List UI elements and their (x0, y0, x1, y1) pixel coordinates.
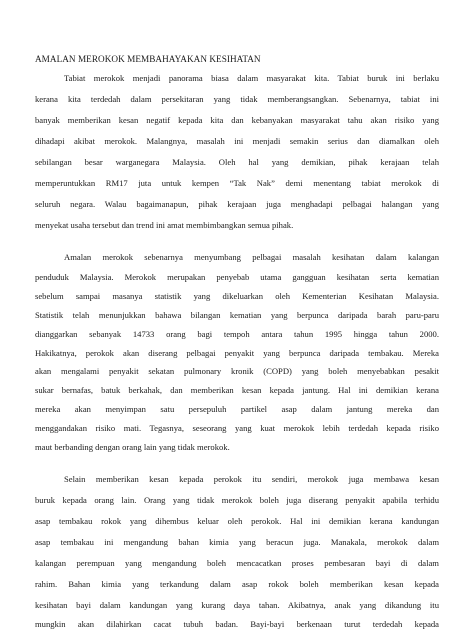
paragraph-2-line-8: sukar bernafas, batuk berkahak, dan memberikan kesan kepada jantung. Hal ini demikian kerana (35, 386, 439, 395)
paragraph-3-line-4: asap tembakau ini mengandung bahan kimia yang beracun juga. Manakala, merokok dalam (35, 538, 439, 547)
paragraph-2-line-4: Statistik telah menunjukkan bahawa bilangan kematian yang berpunca daripada barah paru-paru (35, 311, 439, 320)
paragraph-3-line-8: mungkin akan dilahirkan cacat tubuh badan. Bayi-bayi berkenaan turut terdedah kepada (35, 620, 439, 629)
paragraph-2-line-1: Amalan merokok sebenarnya menyumbang pelbagai masalah kesihatan dalam kalangan (64, 253, 439, 262)
paragraph-1-line-6: memperuntukkan RM17 juta untuk kempen “Tak Nak” demi menentang tabiat merokok di (35, 179, 439, 188)
paragraph-3-line-6: rahim. Bahan kimia yang terkandung dalam asap rokok boleh memberikan kesan kepada (35, 580, 439, 589)
paragraph-2-line-11: maut berbanding dengan orang lain yang tidak merokok. (35, 442, 230, 452)
paragraph-3-line-3: asap tembakau rokok yang dihembus keluar oleh perokok. Hal ini demikian kerana kandungan (35, 517, 439, 526)
paragraph-3-line-5: kalangan perempuan yang mengandung boleh mencacatkan proses pembesaran bayi di dalam (35, 559, 439, 568)
paragraph-1-line-3: banyak memberikan kesan negatif kepada kita dan kebanyakan masyarakat tahu akan risiko yang (35, 116, 439, 125)
paragraph-2-line-6: Hakikatnya, perokok akan diserang pelbagai penyakit yang berpunca daripada tembakau. Mereka (35, 349, 439, 358)
paragraph-1-line-7: seluruh negara. Walau bagaimanapun, pihak kerajaan juga menghadapi pelbagai halangan yang (35, 200, 439, 209)
paragraph-2-line-5: dianggarkan sebanyak 14733 orang bagi tempoh antara tahun 1995 hingga tahun 2000. (35, 330, 439, 339)
paragraph-2-line-2: penduduk Malaysia. Merokok merupakan penyebab utama gangguan kesihatan serta kematian (35, 273, 439, 282)
paragraph-2-line-10: menggandakan risiko mati. Tegasnya, seseorang yang kuat merokok lebih terdedah kepada risiko (35, 424, 439, 433)
paragraph-2-line-7: akan mengalami penyakit sekatan pulmonary kronik (COPD) yang boleh menyebabkan pesakit (35, 367, 439, 376)
paragraph-3-line-2: buruk kepada orang lain. Orang yang tidak merokok boleh juga diserang penyakit apabila terhidu (35, 496, 439, 505)
paragraph-1-line-4: dihadapi akibat merokok. Malangnya, masalah ini menjadi semakin serius dan diamalkan oleh (35, 137, 439, 146)
paragraph-2-line-9: mereka akan menyimpan satu persepuluh partikel asap dalam jantung mereka dan (35, 405, 439, 414)
paragraph-3-line-1: Selain memberikan kesan kepada perokok itu sendiri, merokok juga membawa kesan (64, 475, 439, 484)
paragraph-1-line-8: menyekat usaha tersebut dan trend ini amat membimbangkan semua pihak. (35, 220, 294, 230)
paragraph-2-line-3: sebelum sampai masanya statistik yang dikeluarkan oleh Kementerian Kesihatan Malaysia. (35, 292, 439, 301)
paragraph-1-line-1: Tabiat merokok menjadi panorama biasa dalam masyarakat kita. Tabiat buruk ini berlaku (64, 74, 439, 83)
paragraph-3-line-7: kesihatan bayi dalam kandungan yang kurang daya tahan. Akibatnya, anak yang dikandung itu (35, 601, 439, 610)
paragraph-1-line-2: kerana kita terdedah dalam persekitaran yang tidak memberangsangkan. Sebenarnya, tabiat ini (35, 95, 439, 104)
paragraph-1-line-5: sebilangan besar warganegara Malaysia. Oleh hal yang demikian, pihak kerajaan telah (35, 158, 439, 167)
document-title: AMALAN MEROKOK MEMBAHAYAKAN KESIHATAN (35, 54, 261, 64)
